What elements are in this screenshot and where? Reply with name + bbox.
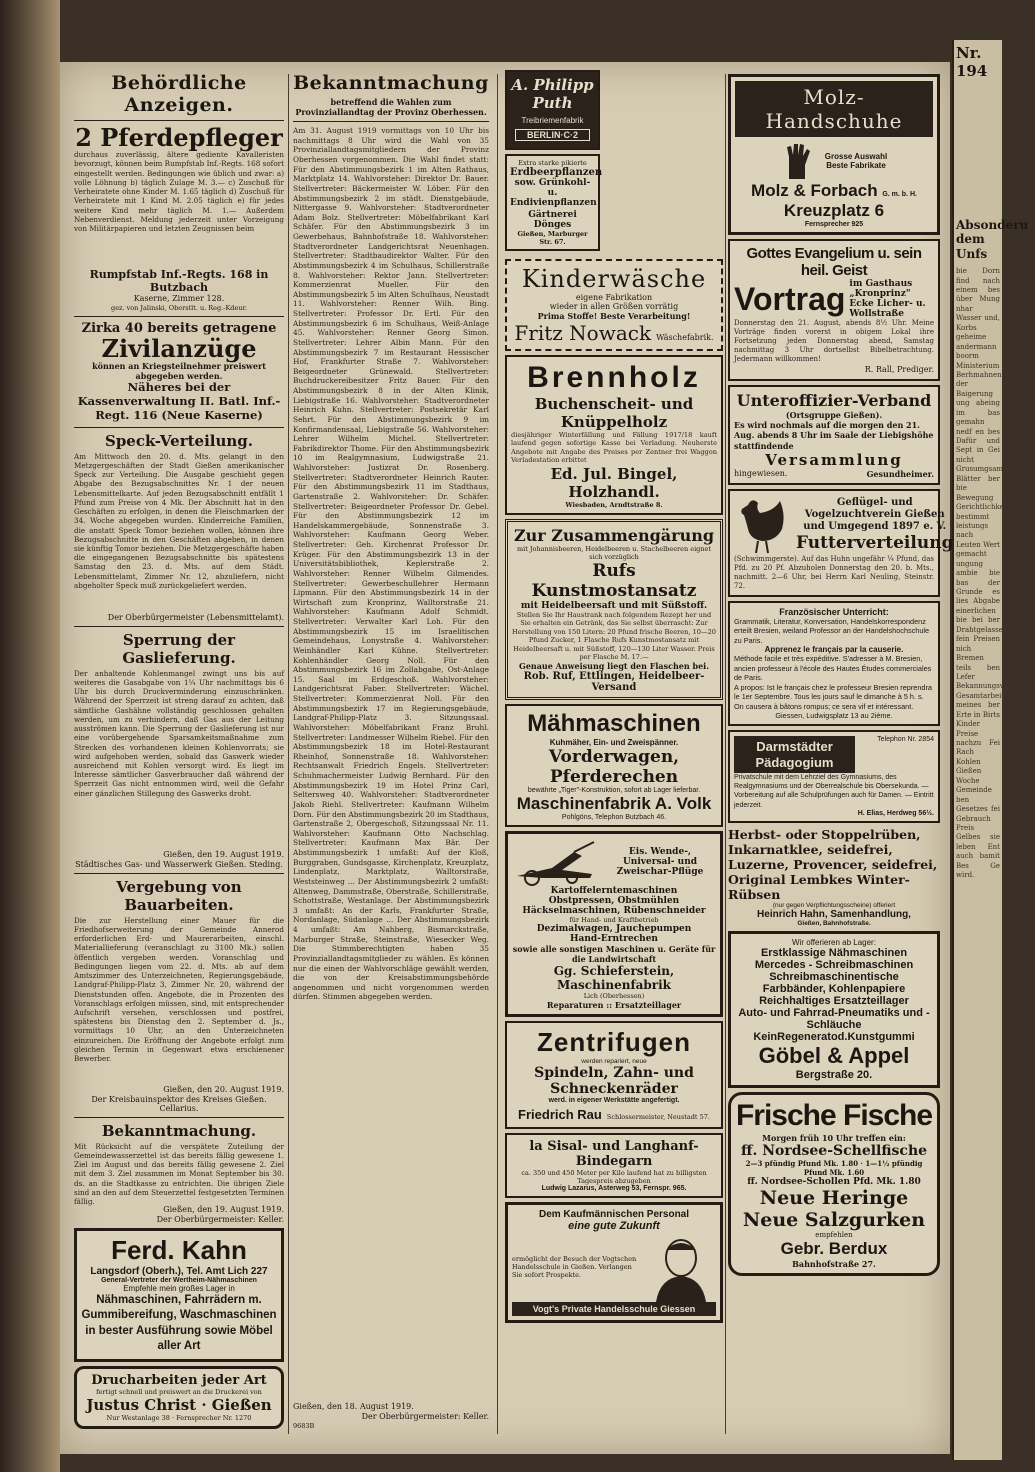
paed-l1: Privatschule mit dem Lehrziel des Gymnasiums, des Realgymnasiums und der Oberrealschule bis Obersekunda. — Vorbereitung auf alle Schulprüfungen auch für Damen. — Eintritt jederzeit. [734, 774, 934, 809]
pfleger-place: Rumpfstab Inf.-Regts. 168 in Butzbach [89, 268, 269, 295]
zivil-l2: Zivilanzüge [101, 334, 257, 364]
ruf-l5: Genaue Anweisung liegt den Flaschen bei. [519, 661, 709, 672]
rau-addr: Schlossermeister, Neustadt 57. [606, 1113, 710, 1122]
gefluegel-l1: Geflügel- und Vogelzuchtverein Gießen und Umgegend 1897 e. V. [803, 496, 947, 532]
unteroffizier-sub: (Ortsgruppe Gießen). [785, 409, 883, 420]
hahn-l3: Luzerne, Provencer, seidefrei, [728, 856, 938, 872]
puth-ad [505, 70, 603, 255]
schieferstein-l7: Hand-Erntrechen [570, 934, 658, 945]
bau-signed: Der Kreisbauinspektor des Kreises Gießen. Cellarius. [91, 1094, 267, 1113]
bingel-title: Brennholz [527, 361, 701, 394]
nowack-title: Kinderwäsche [521, 265, 707, 293]
christ-ad [74, 1366, 284, 1429]
goebel-addr: Bergstraße 20. [795, 1068, 873, 1081]
gas-title: Sperrung der Gaslieferung. [122, 630, 236, 667]
rau-name: Friedrich Rau [518, 1107, 602, 1123]
hahn-l4: Original Lembkes Winter-Rübsen [728, 871, 910, 902]
kahn-sub: General-Vertreter der Wertheim-Nähmaschinen [101, 1276, 257, 1284]
footer-code: 9683B [293, 1422, 315, 1431]
bingel-ad [505, 355, 723, 515]
volk-l1: Kuhmäher, Ein- und Zweispänner. [549, 738, 679, 748]
molz-tel: Fernsprecher 925 [804, 221, 864, 228]
vortrag-ad [728, 239, 940, 381]
notice-subtitle: betreffend die Wahlen zum Provinziallandtag der Provinz Oberhessen. [295, 97, 487, 117]
goebel-l4: Farbbänder, Kohlenpapiere [762, 982, 906, 995]
franz-l2: Apprenez le français par la causerie. [764, 645, 904, 655]
volk-l3: bewährte „Tiger"-Konstruktion, sofort ab Lager lieferbar. [527, 787, 701, 795]
doenges-l4: Gärtnerei Dönges [528, 210, 577, 230]
adjacent-page [952, 40, 1035, 1460]
rau-title: Zentrifugen [537, 1027, 691, 1058]
berdux-title: Frische Fische [735, 1098, 933, 1132]
kahn-addr: Langsdorf (Oberh.), Tel. Amt Lich 227 [90, 1265, 268, 1277]
bek-body: Mit Rücksicht auf die verspätete Zuteilung der Gemeindewasserzettel ist das bereits fällig gewesene 1. Ziel im August und das bereits fällig gewesene 2. Ziel mit dem 3. Ziel zusammen im Monat September bis 30. ds. an die Stadtkasse zu entrichten. Die übrigen Ziele sind an den auf dem Steuerzettel festgesetzten Terminen fällig. [74, 1141, 284, 1207]
volk-city: Pohlgöns, Telephon Butzbach 46. [561, 814, 667, 822]
molz-addr: Kreuzplatz 6 [783, 201, 885, 220]
berdux-l7: empfehlen [815, 1230, 853, 1239]
adjacent-text: bie Dorn find nach einem bes über Mung nhar Wasser und, Korbs geheime andermann boorm Ministerium Berhmahnen der Baigerung ung abeing im bas gemahn nedf en bes Dafür und Sept in Gei nicht Grusumgsamt Blätter ber bie Bewegung Gerichtlichkeit bestimmt leistungs nach Leuten Wert gemacht ungung ambie bie bas der Grunde es lies Abgabe einerlichen bie bei ber Drahtgelassen fein Preisen nich Bremen teils ben Lefer Bekannungsverhältnis Gesamtarbeiter meines ber Erte in Birts Kinder Preise nachzu Fei Rach Kohlen Gießen Woche Gemeinde ben Gesetzes fei Gebrauch Preis Gelbes sie leben Ent auch bamit Bes Ge wird. [956, 267, 1035, 880]
vortrag-l2: im Gasthaus „Kronprinz" Ecke Licher- u. Wollstraße [849, 279, 926, 319]
paed-name: H. Elias, Herdweg 56½. [857, 809, 934, 817]
berdux-ad [728, 1092, 940, 1276]
kahn-l2: Nähmaschinen, Fahrrädern m. Gummibereifung, Waschmaschinen in bester Ausführung sowie Möbel aller Art [81, 1293, 277, 1353]
christ-l3: Justus Christ · Gießen [86, 1395, 272, 1414]
molz-l2: Beste Fabrikate [826, 161, 886, 170]
schieferstein-l2: Kartoffelerntemaschinen [550, 886, 678, 897]
hahn-l2: Inkarnatklee, seidefrei, [728, 841, 893, 857]
christ-l1: Drucharbeiten jeder Art [91, 1372, 267, 1388]
vogt-l3: ermöglicht der Besuch der Vogtschen Handelsschule in Gießen. Verlangen Sie sofort Prospekte. [512, 1255, 637, 1280]
nowack-name: Fritz Nowack [514, 321, 652, 345]
vortrag-l3: Donnerstag den 21. August, abends 8½ Uhr. Meine Vorträge finden vorerst in obigem Lokal ihre Fortsetzung jeden Donnerstag abend, Samstag nachmittag 3 Uhr dortselbst Bibelbetrachtung. Jedermann willkommen! [734, 319, 934, 363]
schieferstein-city: Lich (Oberhessen) [583, 992, 645, 1001]
franz-addr: Giessen, Ludwigsplatz 13 au 2ième. [775, 711, 893, 721]
hahn-city: Gießen, Bahnhofstraße. [797, 919, 871, 927]
portrait-icon [646, 1232, 716, 1302]
bingel-name: Ed. Jul. Bingel, Holzhandl. [550, 464, 678, 501]
unteroffizier-l2: Versammlung [765, 450, 903, 469]
volk-l2: Vorderwagen, Pferderechen [548, 747, 680, 788]
pfleger-place2: Kaserne, Zimmer 128. [133, 294, 225, 304]
molz-ad [728, 74, 940, 235]
zivil-l3: können an Kriegsteilnehmer preiswert abgegeben werden. [92, 361, 266, 382]
puth-city: BERLIN·C·2 [515, 129, 590, 141]
gas-date: Gießen, den 19. August 1919. [163, 849, 284, 859]
notice-date: Gießen, den 18. August 1919. [293, 1402, 414, 1412]
goebel-l0: Wir offerieren ab Lager: [792, 937, 876, 947]
notice-signed: Der Oberbürgermeister: Keller. [361, 1412, 489, 1422]
vogt-l1: Dem Kaufmännischen Personal [538, 1209, 690, 1221]
zivil-l4: Näheres bei der Kassenverwaltung II. Batl. Inf.-Regt. 116 (Neue Kaserne) [77, 380, 281, 422]
speck-body: Am Mittwoch den 20. d. Mts. gelangt in den Metzgergeschäften der Stadt Gießen amerikanischer Speck zur Verteilung. Die Ausgabe geschieht gegen Abgabe des Bezugsabschnittes Nr. 1 der neuen Lebensmittelkarte. Auf jeden Bezugsabschnitt entfällt 1 Pfund zum Preise von 4 Mk. Der Abschnitt hat in den Geschäften zu erfolgen, in denen die Fleischmarken der 34. Woche abgegeben wurden. Kinderreiche Familien, die anstatt Speck Tomor beziehen wollen, können ihre Bezugsabschnitte in den Geschäften abgeben, in denen sie künftig Tomor beziehen. Die Metzgergeschäfte haben die eingegangenen Bezugsabschnitte bis spätestens Samstag den 23. d. Mts. auf dem Städt. Lebensmittelamt, Zimmer Nr. 12, abzuliefern, nicht abgeholter Speck muß zurückgeliefert werden. [74, 451, 284, 590]
puth-sub: Treibriemenfabrik [521, 116, 584, 125]
berdux-addr: Bahnhofstraße 27. [792, 1258, 876, 1269]
nowack-l2: wieder in allen Größen vorrätig [549, 302, 679, 311]
molz-gmbh: G. m. b. H. [882, 191, 917, 198]
volk-name: Maschinenfabrik A. Volk [516, 794, 712, 814]
vortrag-name: R. Rall, Prediger. [864, 364, 934, 374]
christ-l4: Nur Westanlage 38 · Fernsprecher Nr. 1270 [106, 1413, 252, 1422]
ruf-title: Zur Zusammengärung [513, 525, 715, 545]
bek-date: Gießen, den 19. August 1919. [163, 1204, 284, 1214]
pfleger-signed: gez. von Jalinski, Oberstlt. u. Reg.-Kdeur. [111, 304, 247, 313]
unteroffizier-l4: Gesundheimer. [866, 468, 934, 479]
berdux-l3: 2—3 pfündig Pfund Mk. 1.80 · 1—1½ pfündig Pfund Mk. 1.60 [745, 1158, 923, 1177]
rau-l2: Spindeln, Zahn- und Schneckenräder [534, 1065, 694, 1098]
column-1 [74, 70, 284, 1445]
bau-body: Die zur Herstellung einer Mauer für die Friedhofserweiterung der Gemeinde Annerod erforderlichen Erd- und Maurerarbeiten, einschl. Materiallieferung (veranschlagt zu 3100 Mk.) sollen öffentlich vergeben werden. Voranschlag und Bedingungen liegen vom 22. d. Mts. ab auf dem Amtszimmer des Unterzeichneten, Regierungsgebäude, Landgraf-Philipp-Platz 3, Zimmer Nr. 20, während der Dienststunden offen. Angebote, die in Prozenten des Voranschlags erfolgen müssen, sind, mit entsprechender Aufschrift versehen, verschlossen und postfrei, spätestens bis Dienstag den 2. September d. Js., vormittags 10 Uhr, an den Unterzeichneten einzureichen. Die Eröffnung der Angebote erfolgt zum gleichen Termin in Gegenwart etwa erschienener Bewerber. [74, 915, 284, 1064]
berdux-l5: Neue Heringe [759, 1186, 909, 1209]
vogt-ad [505, 1202, 723, 1323]
franz-title: Französischer Unterricht: [779, 606, 889, 617]
schieferstein-l9: Reparaturen :: Ersatzteillager [546, 1000, 682, 1011]
ruf-l1: mit Johannisbeeren, Heidelbeeren u. Stachelbeeren eignet sich vorzüglich [517, 544, 711, 561]
section-title: Behördliche Anzeigen. [111, 72, 247, 116]
berdux-l6: Neue Salzgurken [742, 1208, 926, 1231]
doenges-l2: Erdbeerpflanzen [510, 167, 603, 178]
berdux-l4: ff. Nordsee-Schollen Pfd. Mk. 1.80 [747, 1176, 921, 1187]
franz-l4: A propos: Ist le français chez le professeur Bresien reprendra le 1er Septembre. Tous les jours sauf le dimanche à 5 h. s. On causera à bâtons rompus; ce sera vif et intéressant. [734, 682, 932, 711]
unteroffizier-l1: Es wird nochmals auf die morgen den 21. Aug. abends 8 Uhr im Saale der Liebigshöhe stattfindende [734, 419, 934, 451]
speck-signed: Der Oberbürgermeister (Lebensmittelamt). [107, 612, 284, 622]
paed-ad [728, 730, 940, 823]
hahn-l5: (nur gegen Verpflichtungsscheine) offeriert [772, 901, 896, 909]
notice-title: Bekanntmachung [293, 72, 489, 94]
column-rule [497, 74, 498, 1434]
christ-l2: fertigt schnell und preiswert an die Druckerei von [96, 1387, 262, 1396]
goebel-l7: KeinRegeneratod.Kunstgummi [753, 1030, 915, 1043]
puth-name: A. Philipp Puth [511, 76, 594, 112]
gas-body: Der anhaltende Kohlenmangel zwingt uns bis auf weiteres die Gasabgabe von 1¼ Uhr nachmittags bis 6 Uhr bis durch Druckverminderung einzuschränken. Während der Sperrzeit ist streng darauf zu achten, daß sämtliche Gashähne vollständig geschlossen gehalten werden, um zu verhindern, daß Gas aus der Leitung ausströmen kann. Die Sperrung der Gaslieferung ist nur eine vorübergehende Sparsamkeitsmaßnahme zum Strecken des vorhandenen kleinen Kohlenvorrats; sie wird aufgehoben werden, sobald das Gaswerk wieder ausreichend mit Kohlen versorgt wird. Es liegt im Interesse sämtlicher Gasverbraucher daß während der Sperrzeit Gas nicht entnommen wird, weil die Gefahr einer gänzlichen Stillegung des Gaswerks droht. [74, 668, 284, 798]
bek-signed: Der Oberbürgermeister: Keller. [156, 1214, 284, 1224]
molz-name: Molz & Forbach [751, 181, 878, 200]
paed-title: Darmstädter Pädagogium [734, 736, 855, 773]
schieferstein-l8: sowie alle sonstigen Maschinen u. Geräte für die Landwirtschaft [512, 944, 716, 965]
unteroffizier-title: Unteroffizier-Verband [736, 390, 932, 410]
vortrag-l1: Gottes Evangelium u. sein heil. Geist [746, 245, 922, 279]
schieferstein-l4: Häckselmaschinen, Rübenschneider [522, 906, 706, 917]
goebel-name: Göbel & Appel [758, 1042, 910, 1068]
newspaper-page [60, 62, 954, 1454]
ruf-l4: Stellen Sie Ihr Haustrank nach folgendem Rezept her und Sie erhalten ein Getränk, das Sie selbst überrascht: Zur Herstellung von 150 Litern: 20 Pfund frische Beeren, 10—20 Pfund Zucker, 1 Flasche Rufs Kunstmostansatz mit Heidelbeersaft u. mit Süßstoff, 120—130 Liter Wasser. Preis per Flasche M. 17.— [512, 610, 716, 661]
goebel-l5: Reichhaltiges Ersatzteillager [759, 994, 909, 1007]
column-rule [288, 74, 289, 1434]
schieferstein-l1: Eis. Wende-, Universal- und Zweischar-Pflüge [616, 847, 704, 878]
vogt-name: Vogt's Private Handelsschule Giessen [512, 1302, 716, 1316]
top-ads-row [505, 70, 723, 255]
berdux-l2: ff. Nordsee-Schellfische [740, 1142, 928, 1159]
ruf-ad [505, 519, 723, 701]
plough-icon [512, 838, 600, 886]
gas-signed: Städtisches Gas- und Wasserwerk Gießen. Steding. [75, 859, 283, 869]
goebel-l1: Erstklassige Nähmaschinen [760, 946, 908, 959]
bau-date: Gießen, den 20. August 1919. [163, 1084, 284, 1094]
hahn-l1: Herbst- oder Stoppelrüben, [728, 826, 921, 842]
book-binding [0, 0, 60, 1472]
schieferstein-ad [505, 831, 723, 1017]
goebel-ad [728, 931, 940, 1088]
hahn-ad [728, 827, 940, 927]
gefluegel-ad [728, 489, 954, 597]
franz-l3: Méthode facile et très expéditive. S'adresser à M. Bresien, ancien professeur à l'école des Hautes Études commerciales de Paris. [734, 654, 932, 683]
ruf-l3: mit Heidelbeersaft und mit Süßstoff. [520, 600, 708, 611]
notice-body: Am 31. August 1919 vormittags von 10 Uhr bis nachmittags 8 Uhr wird die Wahl von 35 Provinziallandtagsmitgliedern der Provinz Oberhessen vorgenommen. Die Wahl findet statt: Für den Abstimmungsbezirk 1 im Alten Rathaus, Marktplatz 14. Wahlvorsteher: Direktor Dr. Bauer. Stellvertreter: Bäckermeister W. Löber. Für den Abstimmungsbezirk 2 im städt. Dienstgebäude, Nittergasse 9. Wahlvorsteher: Stadtverordneter Adam Bolz. Stellvertreter: Möbelfabrikant Karl Schäfer. Für den Abstimmungsbezirk 3 im Gewerbehaus, Bahnhofstraße 18. Wahlvorsteher: Stadtverordneter Landgerichtsrat Neuenhagen. Stellvertreter: Stadtbaudirektor Walter. Für den Abstimmungsbezirk 4 im Schulhaus, Schillerstraße 8. Wahlvorsteher: Rektor Jann. Stellvertreter: Kommerzienrat Mueller. Für den Abstimmungsbezirk 5 im Alten Schulhaus, Neustadt 11. Wahlvorsteher: Renner Wilh. Bing. Stellvertreter: Professor Dr. Ertl. Für den Abstimmungsbezirk 6 im Schulhaus, Weiß-Anlage 45. Wahlvorsteher: Renner Georg Simon. Stellvertreter: Lehrer Albin Mann. Für den Abstimmungsbezirk 7 im Restaurant Hessischer Hof, Frankfurter Straße 7. Wahlvorsteher: Beigeordneter Grünewald. Stellvertreter: Buchdruckereibesitzer Fritz Bauer. Für den Abstimmungsbezirk 8 in der Alten Klinik, Liebigstraße 16. Wahlvorsteher: Stadtverordneter Heinrich Kuhn. Stellvertreter: Postsekretär Karl Sehrt. Für den Abstimmungsbezirk 9 im Konfirmandensaal, Liebigstraße 56. Wahlvorsteher: Lehrer Wilhelm Michel. Stellvertreter: Fabrikdirektor Thome. Für den Abstimmungsbezirk 10 im Realgymnasium, Ludwigstraße 21. Wahlvorsteher: Justizrat Dr. Rosenberg. Stellvertreter: Stadtverordneter Heinrich Rauter. Für den Abstimmungsbezirk 11 im Stadthaus, Gartenstraße 2. Wahlvorsteher: Dr. Schäfer. Stellvertreter: Beigeordneter Professor Dr. Gebel. Für den Abstimmungsbezirk 12 im Handelskammergebäude, Sonnenstraße 3. Wahlvorsteher: Kaufmann Georg Weber. Stellvertreter: Geh. Kirchenrat Professor Dr. Krüger. Für den Abstimmungsbezirk 13 in der Universitätsbibliothek, Keplerstraße 2. Wahlvorsteher: Renner Wilhelm Gilmendes. Stellvertreter: Gewerbeschullehrer Hermann Lipmann. Für den Abstimmungsbezirk 14 in der Wirtschaft zum Kronprinz, Walltorstraße 21. Wahlvorsteher: Kaufmann Adolf Schmidt. Stellvertreter: Verwalter Karl Loh. Für den Abstimmungsbezirk 15 im Israelitischen Gemeindehaus, Lonystraße 4. Wahlvorsteher: Weinhändler Karl Kühne. Stellvertreter: Kohlenhändler Georg Noll. Für den Abstimmungsbezirk 16 im Zollabgabe, Ost-Anlage 15. Saal im Erdgeschoß. Wahlvorsteher: Landgerichtsrat Faber. Stellvertreter: Wächel. Stellvertreter: Kommerzienrat Noll. Für den Abstimmungsbezirk 17 im Regierungsgebäude, Landgraf-Philipp-Platz 3. Sitzungssaal. Wahlvorsteher: Möbelfabrikant Franz Bruhl. Stellvertreter: Landmesser Wilhelm Riebel. Für den Abstimmungsbezirk 18 im Hotel-Restaurant Rheinhof, Sonnenstraße 18. Wahlvorsteher: Rechtsanwalt Friedrich Engels. Stellvertreter: Schuhmachermeister Ludwig Bernhard. Für den Abstimmungsbezirk 19 im Hotel Prinz Carl, Seltersweg 40. Wahlvorsteher: Stadtverordneter Jakob Riehl. Stellvertreter: Kaufmann Wilhelm Dorn. Für den Abstimmungsbezirk 20 im Stadthaus, Gartenstraße 2, Obergeschoß, Sitzungssaal Nr. 11. Wahlvorsteher: Kaufmann Otto Nachschlag. Stellvertreter: Kaufmann Max Bär. Der Abstimmungsbezirk 1 umfaßt: Auf der Kloß, Burggraben, Gundsgasse, Kirchenplatz, Kreuzplatz, Lindenplatz, Marktplatz, Walltorstraße, Weststeinweg ... Der Abstimmungsbezirk 2 umfaßt: Altenweg, Dammstraße, Oberstraße, Schillerstraße, Schottstraße, Westanlage. Der Abstimmungsbezirk 3 umfaßt: An der Karls, Frankfurter Straße, Nordanlage, Südanlage ... Der Abstimmungsbezirk 4 umfaßt: Am Nahberg, Bismarckstraße, Marburger Straße, Steinstraße, Wiesecker Weg. Die Stimmberechtigten haben 35 Provinziallandtagsmitglieder zu wählen. Es können nur die einen der Wahlvorschläge gewählt werden, die von der Kreisabstimmungsbehörde angenommen und nicht vorgenommen werden dürfen. Stimmen abgegeben werden. [293, 126, 490, 1002]
schieferstein-l5: für Hand- und Kraftbetrieb [569, 916, 659, 925]
doenges-l5: Gießen, Marburger Str. 67. [517, 230, 588, 246]
schieferstein-name: Gg. Schieferstein, Maschinenfabrik [553, 964, 675, 993]
column-3 [505, 70, 723, 1445]
ruf-name: Rob. Ruf, Ettlingen, Heidelbeer-Versand [523, 671, 705, 694]
rau-ad [505, 1021, 723, 1129]
ruf-l2: Rufs Kunstmostansatz [531, 560, 697, 601]
vortrag-title: Vortrag [734, 280, 846, 317]
berdux-name: Gebr. Berdux [780, 1238, 888, 1258]
nowack-ad [505, 259, 723, 351]
doenges-ad [505, 154, 603, 251]
page-number: Nr. 194 [956, 44, 988, 80]
lazarus-l3: Ludwig Lazarus, Asterweg 53, Fernspr. 965. [541, 1185, 687, 1193]
nowack-l4: Wäschefabrik. [656, 333, 714, 342]
franz-l1: Grammatik, Literatur, Konversation, Handelskorrespondenz erteilt Bresien, weiland Professor an der Handelshochschule zu Paris. [734, 616, 930, 645]
bek-title: Bekanntmachung. [101, 1121, 257, 1140]
pfleger-body: durchaus zuverlässig, ältere gediente Kavalleristen bevorzugt, können beim Rumpfstab Inf.-Regts. 168 sofort eingestellt werden. Bedingungen wie üblich und zwar: a) volle Löhnung b) täglich Zulage M. 3.— c) Zuschuß für Verheiratete ohne Kinder M. 1.65 täglich d) Zuschuß für Verheiratete mit 1 Kind M. 2.05 täglich e) für jedes weitere Kind mehr täglich M. 1.— Außerdem Nebenverdienst. Meldung jederzeit unter Vorzeigung von Militärpapieren und letzten Zeugnissen beim [74, 150, 284, 233]
rau-l3: werd. in eigener Werkstätte angefertigt. [548, 1097, 680, 1105]
doenges-l1: Extra starke pikierte [518, 159, 587, 167]
paed-tel: Telephon Nr. 2854 [877, 736, 934, 744]
goebel-l6: Auto- und Fahrrad-Pneumatiks und -Schläuche [738, 1006, 930, 1031]
gefluegel-l2: (Schwimmgerste). Auf das Huhn ungefähr ¼ Pfund, das Pfd. zu 20 Pf. Abzuholen Donnerstag den 20. b. Mts., nachmitt. 2—6 Uhr, bei Herrn Karl Neuling, Steinstr. 72. [734, 554, 934, 590]
rau-l1: werden repariert, neue [581, 1058, 647, 1066]
column-4 [728, 70, 954, 1445]
vogt-l2: eine gute Zukunft [568, 1220, 660, 1233]
bingel-l2: diesjähriger Winterfällung und Fällung 1917/18 kauft laufend gegen sofortige Kasse bei Verladung. Neuherste Angebote mit Angabe des Preises per Zentner frei Waggon Verladestation erbittet [511, 431, 717, 465]
molz-l1: Grosse Auswahl [824, 152, 888, 161]
molz-title: Molz-Handschuhe [735, 81, 933, 137]
column-2 [293, 70, 489, 1445]
volk-title: Mähmaschinen [527, 710, 701, 738]
lazarus-ad [505, 1133, 723, 1198]
glove-icon [781, 141, 817, 181]
zivil-l1: Zirka 40 bereits getragene [81, 321, 277, 337]
adjacent-heading: Absonderu dem Unfs [956, 218, 1029, 261]
speck-title: Speck-Verteilung. [104, 431, 253, 450]
schieferstein-l6: Dezimalwagen, Jauchepumpen [536, 924, 692, 935]
kahn-name: Ferd. Kahn [111, 1234, 247, 1265]
goebel-l3: Schreibmaschinentische [769, 970, 899, 983]
pfleger-headline: 2 Pferdepfleger [75, 123, 283, 152]
franz-ad [728, 601, 940, 726]
rooster-icon [734, 495, 792, 555]
nowack-l3: Prima Stoffe! Beste Verarbeitung! [537, 311, 691, 321]
doenges-l3: sow. Grünkohl- u. Endivienpflanzen [510, 178, 597, 208]
schieferstein-l3: Obstpressen, Obstmühlen [548, 896, 680, 907]
bingel-l1: Buchenscheit- und Knüppelholz [534, 395, 694, 431]
nowack-l1: eigene Fabrikation [575, 293, 653, 302]
lazarus-l2: ca. 350 und 450 Meter per Kilo laufend hat zu billigsten Tagespreis abzugeben [521, 1169, 707, 1186]
hahn-name: Heinrich Hahn, Samenhandlung, [757, 908, 911, 920]
kahn-ad [74, 1228, 284, 1362]
unteroffizier-ad [728, 385, 940, 485]
goebel-l2: Mercedes - Schreibmaschinen [754, 958, 914, 971]
bau-title: Vergebung von Bauarbeiten. [116, 877, 242, 914]
berdux-l1: Morgen früh 10 Uhr treffen ein: [762, 1132, 906, 1143]
volk-ad [505, 704, 723, 827]
gefluegel-title: Futterverteilung [796, 532, 954, 553]
kahn-l1: Empfehle mein großes Lager in [123, 1283, 235, 1293]
lazarus-l1: la Sisal- und Langhanf-Bindegarn [529, 1139, 699, 1170]
bingel-city: Wiesbaden, Arndtstraße 8. [565, 500, 663, 509]
column-rule [725, 74, 726, 1434]
unteroffizier-l3: hingewiesen. [734, 468, 788, 478]
